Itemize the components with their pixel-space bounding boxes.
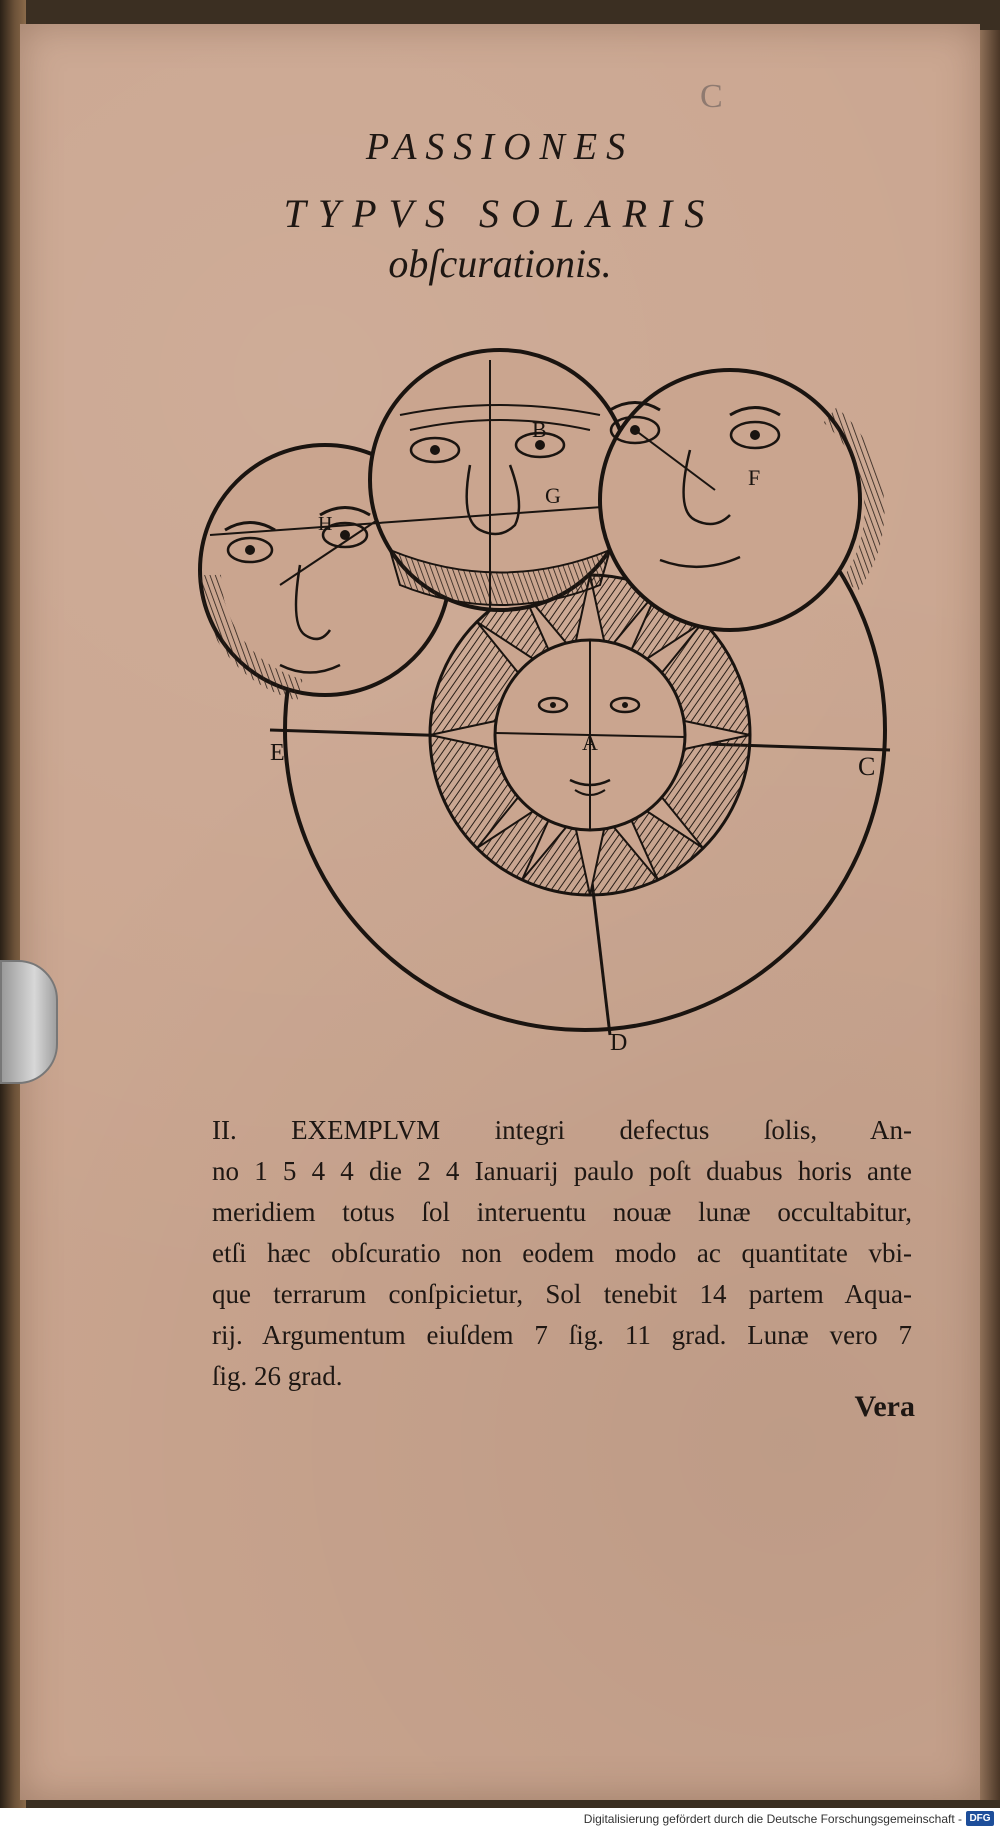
label-a: A — [582, 730, 598, 755]
text-line: rij. Argumentum eiuſdem 7 ſig. 11 grad. Lunæ vero 7 — [212, 1320, 912, 1351]
corner-mark: C — [700, 78, 723, 115]
title-typus-solaris: TYPVS SOLARIS — [283, 191, 717, 236]
footer-credit: Digitalisierung gefördert durch die Deutsche Forschungsgemeinschaft - — [583, 1812, 962, 1826]
moon-face-right — [600, 370, 875, 630]
text-line: etſi hæc obſcuratio non eodem modo ac quantitate vbi- — [212, 1238, 912, 1269]
label-g: G — [545, 483, 561, 508]
example-paragraph — [212, 1110, 912, 1397]
eclipse-woodcut-diagram — [170, 335, 930, 1055]
page-clip — [0, 960, 58, 1084]
catchword: Vera — [854, 1390, 915, 1423]
label-f: F — [748, 465, 761, 490]
dfg-logo: DFG — [966, 1811, 994, 1826]
title-passiones: PASSIONES — [365, 126, 635, 168]
label-h: H — [318, 513, 333, 535]
label-c: C — [858, 752, 876, 781]
text-line: meridiem totus ſol interuentu nouæ lunæ occultabitur, — [212, 1197, 912, 1228]
text-line: no 1 5 4 4 die 2 4 Ianuarij paulo poſt duabus horis ante — [212, 1156, 912, 1187]
text-line: que terrarum conſpicietur, Sol tenebit 14 partem Aqua- — [212, 1279, 912, 1310]
text-line: II. EXEMPLVM integri defectus ſolis, An- — [212, 1115, 912, 1145]
footer-bar — [0, 1808, 1000, 1830]
label-b: B — [532, 417, 547, 442]
title-obscurationis: obſcurationis. — [388, 241, 612, 286]
text-line: ſig. 26 grad. — [212, 1361, 343, 1392]
page-edge — [980, 30, 1000, 1800]
label-d: D — [610, 1030, 628, 1055]
label-e: E — [270, 740, 285, 766]
